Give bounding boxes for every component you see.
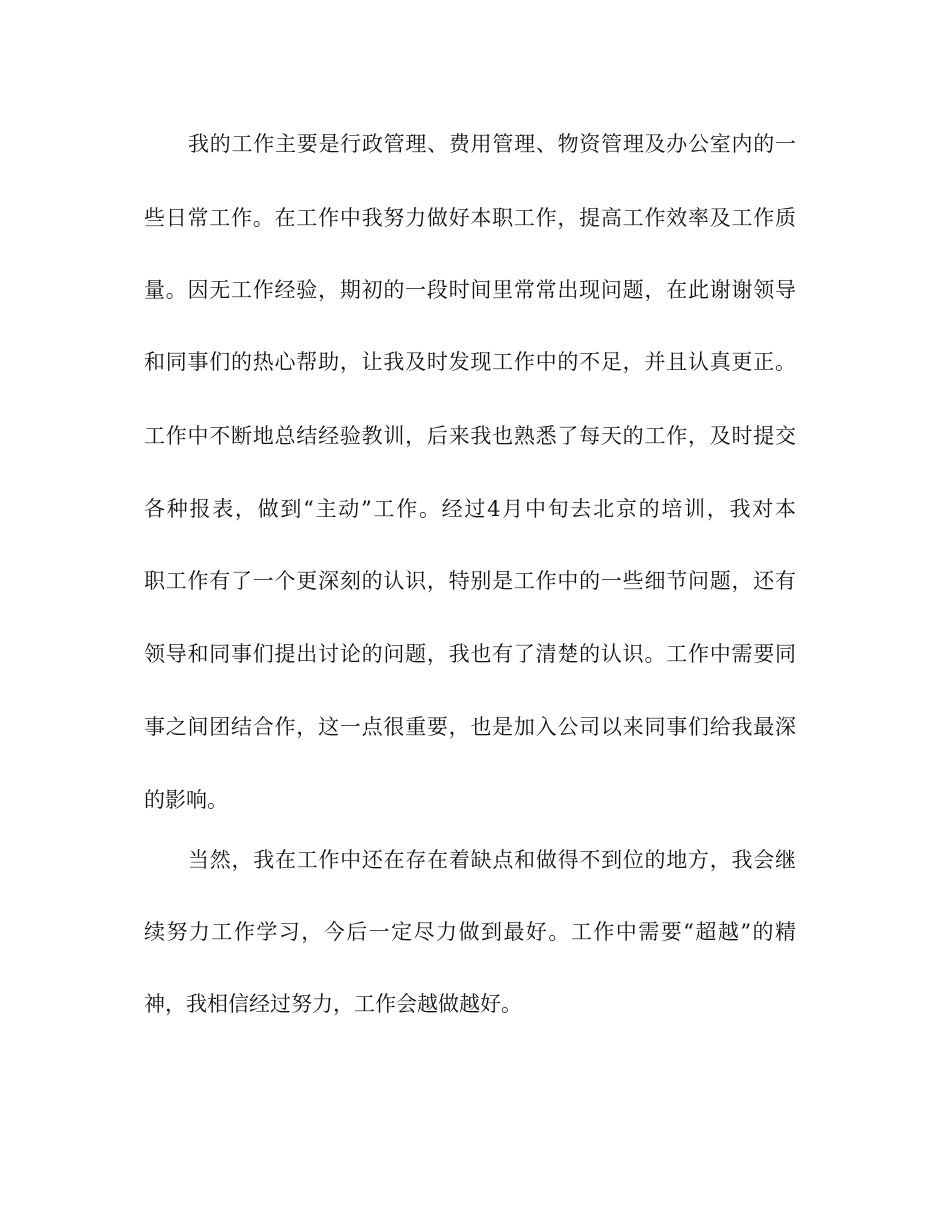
paragraph-line: 当然，我在工作中还在存在着缺点和做得不到位的地方，我会继 bbox=[188, 848, 796, 872]
paragraph-line: 续努力工作学习，今后一定尽力做到最好。工作中需要“超越”的精 bbox=[144, 920, 796, 944]
paragraph-line: 工作中不断地总结经验教训，后来我也熟悉了每天的工作，及时提交 bbox=[144, 424, 796, 448]
paragraph-line: 我的工作主要是行政管理、费用管理、物资管理及办公室内的一 bbox=[188, 132, 796, 156]
paragraph-line: 量。因无工作经验，期初的一段时间里常常出现问题，在此谢谢领导 bbox=[144, 278, 796, 302]
paragraph-line: 各种报表，做到“主动”工作。经过4月中旬去北京的培训，我对本 bbox=[144, 497, 796, 521]
paragraph-line: 和同事们的热心帮助，让我及时发现工作中的不足，并且认真更正。 bbox=[144, 350, 796, 374]
paragraph-line: 的影响。 bbox=[144, 788, 228, 812]
paragraph-line: 职工作有了一个更深刻的认识，特别是工作中的一些细节问题，还有 bbox=[144, 569, 796, 593]
paragraph-line: 些日常工作。在工作中我努力做好本职工作，提高工作效率及工作质 bbox=[144, 206, 796, 230]
paragraph-line: 神，我相信经过努力，工作会越做越好。 bbox=[144, 992, 522, 1016]
paragraph-line: 领导和同事们提出讨论的问题，我也有了清楚的认识。工作中需要同 bbox=[144, 642, 796, 666]
paragraph-line: 事之间团结合作，这一点很重要，也是加入公司以来同事们给我最深 bbox=[144, 715, 796, 739]
